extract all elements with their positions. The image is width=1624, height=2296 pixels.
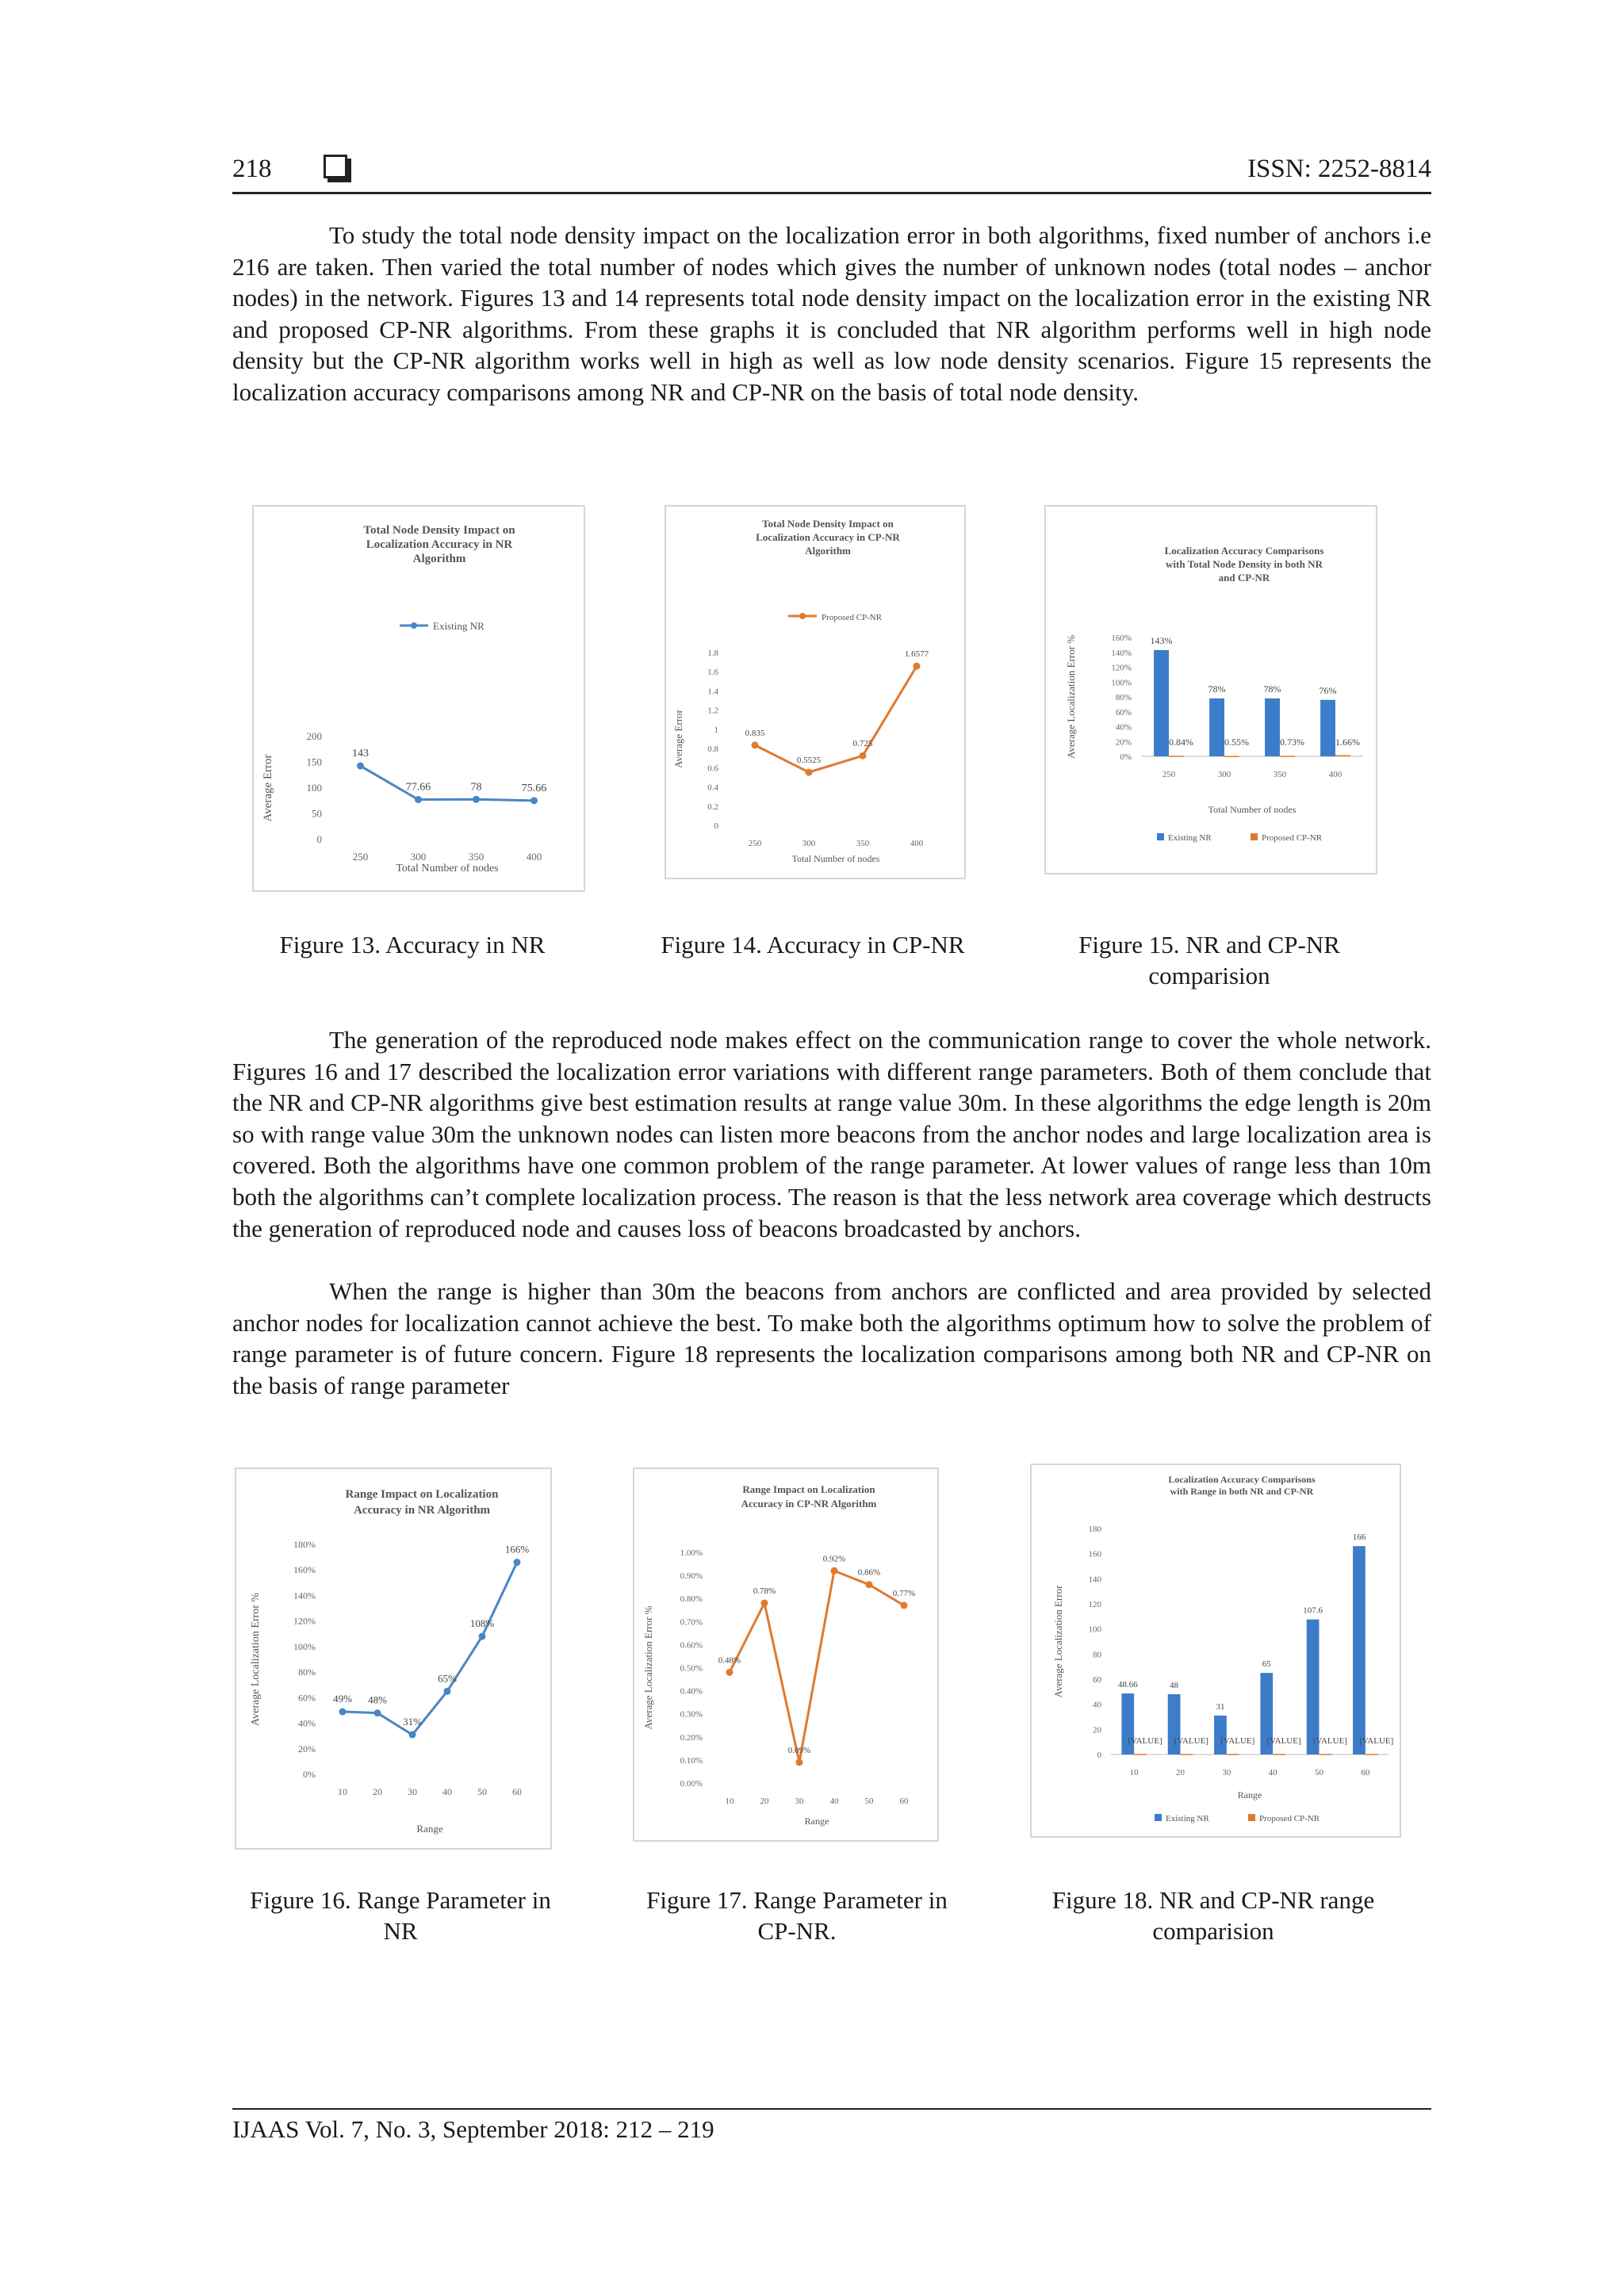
caption-line: Figure 18. NR and CP-NR range [1051, 1886, 1375, 1914]
data-label: [VALUE] [1359, 1736, 1394, 1746]
data-label: 0.5525 [796, 756, 822, 766]
y-tick-label: 0.40% [680, 1686, 703, 1697]
x-tick-label: 400 [1328, 770, 1342, 779]
y-tick-label: 1.00% [680, 1548, 703, 1558]
figure-14-caption [626, 929, 999, 960]
y-tick-label: 160% [293, 1564, 316, 1576]
legend-swatch [1155, 1814, 1162, 1821]
y-tick-label: 100% [1111, 678, 1132, 688]
legend-label: Existing NR [433, 620, 485, 632]
x-tick-label: 60 [899, 1797, 909, 1806]
data-label: 166 [1352, 1533, 1366, 1543]
data-label: [VALUE] [1128, 1736, 1162, 1746]
y-tick-label: 140 [1088, 1575, 1101, 1585]
legend-label: Existing NR [1166, 1814, 1209, 1823]
legend-label: Existing NR [1168, 833, 1212, 843]
x-tick-label: 300 [410, 851, 427, 863]
data-label: 78% [1263, 683, 1281, 695]
data-label: [VALUE] [1220, 1736, 1255, 1746]
data-label: 76% [1319, 684, 1337, 696]
chart-title: Range Impact on Localization [345, 1488, 499, 1501]
chart-title: with Total Node Density in both NR [1166, 558, 1323, 570]
y-tick-label: 80% [298, 1667, 316, 1678]
y-tick-label: 100% [293, 1640, 316, 1652]
figure-14-chart [666, 507, 964, 878]
caption-line: Figure 15. NR and CP-NR [1078, 931, 1340, 959]
data-label: 78 [470, 781, 482, 794]
data-label: 0.86% [857, 1567, 881, 1578]
data-label: [VALUE] [1174, 1736, 1208, 1746]
data-label: 0.835 [745, 728, 765, 738]
x-tick-label: 20 [373, 1786, 382, 1797]
chart-title: Localization Accuracy Comparisons [1168, 1474, 1316, 1485]
footer-citation: IJAAS Vol. 7, No. 3, September 2018: 212 – 219 [232, 2115, 714, 2143]
x-tick-label: 400 [526, 851, 542, 863]
y-tick-label: 1.2 [707, 706, 718, 716]
data-label: 0.77% [892, 1588, 916, 1598]
running-header [232, 155, 1431, 196]
caption-line: comparision [1152, 1917, 1274, 1945]
y-axis-label: Average Localization Error [1052, 1585, 1064, 1698]
x-tick-label: 10 [1129, 1768, 1139, 1777]
y-tick-label: 80% [1115, 693, 1132, 702]
figure-17-chart [634, 1469, 937, 1840]
x-tick-label: 50 [477, 1786, 487, 1797]
bar [1154, 650, 1169, 756]
data-point [796, 1758, 803, 1766]
y-tick-label: 0.10% [680, 1755, 703, 1766]
figure-13-panel [252, 505, 585, 892]
x-tick-label: 250 [748, 839, 762, 848]
data-label: 0.09% [787, 1745, 811, 1755]
data-point [415, 796, 422, 803]
chart-title: Range Impact on Localization [742, 1483, 875, 1495]
figure-14-panel [665, 505, 966, 879]
data-point [806, 769, 813, 776]
y-tick-label: 40% [298, 1717, 316, 1729]
figure-15-panel [1044, 505, 1377, 874]
footer-rule [232, 2108, 1431, 2110]
y-tick-label: 160 [1088, 1549, 1101, 1559]
caption-line: Figure 17. Range Parameter in [646, 1886, 948, 1914]
data-label: 0.78% [753, 1586, 776, 1597]
chart-title: Algorithm [412, 553, 466, 565]
checkbox-glyph-icon [324, 155, 347, 178]
data-point [901, 1601, 908, 1609]
data-label: [VALUE] [1266, 1736, 1301, 1746]
y-tick-label: 20 [1093, 1725, 1101, 1735]
y-axis-label: Average Localization Error % [250, 1592, 262, 1727]
data-label: 65% [438, 1672, 457, 1685]
legend-marker [799, 613, 806, 619]
chart-title: Accuracy in CP-NR Algorithm [741, 1498, 877, 1510]
figure-16-chart [236, 1469, 550, 1848]
caption-line: NR [383, 1917, 418, 1945]
paragraph-3: When the range is higher than 30m the beacons from anchors are conflicted and area provided by selected anchor nodes for localization cannot achieve the best. To make both the algorithms optimum how to solve the problem of range parameter is of future concern. Figure 18 represents the localization comparisons among both NR and CP-NR on the basis of range parameter [232, 1277, 1431, 1399]
y-tick-label: 60 [1093, 1675, 1101, 1685]
y-tick-label: 60% [1115, 707, 1132, 718]
data-label: [VALUE] [1312, 1736, 1347, 1746]
chart-title: Localization Accuracy in CP-NR [756, 531, 900, 543]
figure-16-caption [222, 1885, 579, 1946]
x-tick-label: 300 [1217, 770, 1231, 779]
data-point [752, 741, 759, 748]
bar [1265, 698, 1280, 756]
data-label: 75.66 [521, 782, 547, 794]
y-tick-label: 0.20% [680, 1732, 703, 1743]
bar [1273, 1754, 1285, 1755]
page-number: 218 [232, 155, 272, 183]
bar [1320, 700, 1335, 756]
bar [1224, 756, 1239, 757]
y-tick-label: 0% [1120, 752, 1132, 762]
bar [1227, 1754, 1239, 1755]
y-tick-label: 1 [714, 725, 718, 735]
data-point [726, 1669, 733, 1676]
x-axis-label: Range [416, 1823, 443, 1835]
data-point [357, 763, 364, 770]
x-axis-label: Range [1237, 1789, 1262, 1800]
y-tick-label: 20% [298, 1743, 316, 1755]
x-tick-label: 50 [864, 1797, 874, 1806]
data-label: 78% [1208, 683, 1226, 695]
y-axis-label: Average Error [262, 754, 274, 822]
caption-line: Figure 14. Accuracy in CP-NR [661, 931, 965, 959]
data-label: 0.48% [718, 1655, 741, 1666]
figure-15-caption [1031, 929, 1388, 991]
y-tick-label: 0% [303, 1769, 316, 1780]
data-label: 108% [469, 1617, 495, 1629]
data-point [530, 797, 538, 804]
data-point [761, 1600, 768, 1607]
figure-18-chart [1032, 1465, 1400, 1836]
legend-swatch [1251, 833, 1258, 840]
legend-label: Proposed CP-NR [822, 613, 883, 622]
bar [1209, 698, 1224, 756]
x-tick-label: 350 [468, 851, 485, 863]
x-tick-label: 10 [338, 1786, 347, 1797]
y-tick-label: 40 [1093, 1700, 1101, 1710]
y-tick-label: 50 [312, 807, 322, 820]
y-tick-label: 0.80% [680, 1594, 703, 1605]
paragraph-2: The generation of the reproduced node makes effect on the communication range to cover the whole network. Figures 16 and 17 described the localization error variations with different range parameters. Both of them conclude that the NR and CP-NR algorithms give best estimation results at range value 30m. In these algorithms the edge length is 20m so with range value 30m the unknown nodes can listen more beacons from the anchor nodes and large localization area is covered. Both the algorithms have one common problem of the range parameter. At lower values of range less than 10m both the algorithms can’t complete localization process. The reason is that the less network area coverage which destructs the generation of reproduced node and causes loss of beacons broadcasted by anchors. [232, 1026, 1431, 1242]
legend-label: Proposed CP-NR [1262, 833, 1323, 843]
chart-title: Accuracy in NR Algorithm [353, 1504, 491, 1517]
y-axis-label: Average Error [672, 710, 684, 768]
y-tick-label: 0.8 [707, 744, 718, 755]
y-tick-label: 0.00% [680, 1779, 703, 1789]
data-point [339, 1709, 347, 1716]
chart-title: and CP-NR [1218, 572, 1270, 584]
x-tick-label: 60 [1361, 1768, 1370, 1777]
chart-title: Localization Accuracy Comparisons [1164, 545, 1324, 557]
y-tick-label: 1.6 [707, 668, 718, 678]
paragraph-1: To study the total node density impact on the localization error in both algorithms, fixed number of anchors i.e 216 are taken. Then varied the total number of nodes which gives the number of unknown nodes (total nodes – anchor nodes) in the network. Figures 13 and 14 represents total node density impact on the localization error in the existing NR and proposed CP-NR algorithms. From these graphs it is concluded that NR algorithm performs well in high node density but the CP-NR algorithm works well in high as well as low node density scenarios. Figure 15 represents the localization accuracy comparisons among NR and CP-NR on the basis of total node density. [232, 221, 1431, 406]
y-tick-label: 0.60% [680, 1640, 703, 1651]
caption-line: comparision [1148, 962, 1270, 989]
y-tick-label: 80 [1093, 1650, 1101, 1660]
legend-label: Proposed CP-NR [1259, 1814, 1320, 1823]
bar [1134, 1754, 1147, 1755]
x-axis-label: Total Number of nodes [396, 863, 499, 874]
x-tick-label: 50 [1315, 1768, 1323, 1777]
data-label: 48 [1170, 1681, 1179, 1690]
x-axis-label: Range [804, 1816, 829, 1827]
y-tick-label: 0.4 [707, 783, 718, 793]
chart-title: Algorithm [805, 545, 851, 557]
legend-swatch [1248, 1814, 1255, 1821]
caption-line: Figure 16. Range Parameter in [250, 1886, 551, 1914]
x-tick-label: 40 [1268, 1768, 1277, 1777]
y-tick-label: 0.50% [680, 1663, 703, 1674]
y-tick-label: 0 [714, 821, 718, 831]
y-axis-label: Average Localization Error % [1065, 634, 1077, 760]
x-tick-label: 300 [802, 839, 816, 848]
chart-title: Localization Accuracy in NR [366, 538, 513, 551]
data-point [479, 1633, 486, 1640]
y-tick-label: 150 [306, 756, 322, 768]
caption-line: CP-NR. [757, 1917, 837, 1945]
y-axis-label: Average Localization Error % [642, 1605, 654, 1730]
y-tick-label: 1.4 [707, 687, 718, 697]
data-label: 143 [352, 748, 369, 760]
data-label: 48% [368, 1693, 387, 1706]
figure-13-caption [238, 929, 587, 960]
data-label: 65 [1262, 1659, 1271, 1670]
y-tick-label: 120% [1111, 663, 1132, 673]
data-label: 31% [403, 1716, 422, 1728]
y-tick-label: 120 [1088, 1600, 1101, 1609]
bar [1335, 755, 1350, 756]
y-tick-label: 40% [1115, 722, 1132, 733]
data-label: 1.6577 [904, 649, 929, 660]
x-tick-label: 350 [1273, 770, 1287, 779]
series-line [343, 1563, 517, 1735]
data-point [831, 1567, 838, 1575]
bar [1214, 1716, 1227, 1755]
data-label: 0.725 [852, 739, 873, 749]
bar [1280, 756, 1295, 757]
y-tick-label: 100 [1088, 1624, 1101, 1635]
data-label: 77.66 [405, 781, 431, 794]
x-axis-label: Total Number of nodes [791, 853, 880, 864]
data-point [444, 1688, 451, 1695]
bar [1181, 1754, 1193, 1755]
y-tick-label: 160% [1111, 633, 1132, 643]
series-line [755, 666, 917, 772]
y-tick-label: 100 [306, 782, 322, 794]
x-tick-label: 250 [1162, 770, 1176, 779]
figure-13-chart [254, 507, 584, 890]
data-point [473, 796, 480, 803]
x-axis-label: Total Number of nodes [1208, 804, 1297, 815]
x-tick-label: 350 [856, 839, 870, 848]
figure-17-panel [633, 1468, 939, 1842]
data-label: 49% [333, 1693, 352, 1705]
x-tick-label: 20 [760, 1797, 769, 1806]
bar [1353, 1546, 1365, 1755]
legend-marker [411, 622, 417, 629]
y-tick-label: 140% [293, 1590, 316, 1601]
data-label: 0.84% [1168, 737, 1193, 748]
data-point [409, 1732, 416, 1739]
series-line [361, 766, 534, 801]
data-point [866, 1581, 873, 1588]
x-tick-label: 40 [442, 1786, 452, 1797]
data-label: 1.66% [1335, 737, 1360, 748]
issn: ISSN: 2252-8814 [1247, 155, 1431, 183]
data-label: 107.6 [1303, 1605, 1323, 1616]
data-label: 0.92% [822, 1554, 846, 1564]
figure-18-panel [1030, 1464, 1401, 1838]
data-label: 48.66 [1117, 1679, 1138, 1689]
data-point [374, 1709, 381, 1716]
figure-18-caption [1023, 1885, 1404, 1946]
y-tick-label: 20% [1115, 737, 1132, 748]
data-point [914, 663, 921, 670]
figure-15-chart [1046, 507, 1376, 873]
x-tick-label: 400 [910, 839, 924, 848]
figure-17-caption [619, 1885, 975, 1946]
y-tick-label: 180 [1088, 1525, 1101, 1534]
bar [1320, 1754, 1332, 1755]
header-rule [232, 192, 1431, 194]
legend-swatch [1157, 833, 1164, 840]
data-label: 0.73% [1279, 737, 1304, 748]
y-tick-label: 0.70% [680, 1617, 703, 1628]
figure-16-panel [235, 1468, 552, 1850]
y-tick-label: 0 [316, 833, 322, 845]
y-tick-label: 200 [306, 730, 322, 742]
x-tick-label: 20 [1176, 1768, 1185, 1777]
series-line [730, 1571, 904, 1762]
y-tick-label: 0.90% [680, 1571, 703, 1582]
x-tick-label: 10 [725, 1797, 734, 1806]
y-tick-label: 140% [1111, 648, 1132, 658]
data-label: 31 [1216, 1701, 1225, 1712]
chart-title: with Range in both NR and CP-NR [1170, 1486, 1314, 1497]
x-tick-label: 30 [408, 1786, 417, 1797]
x-tick-label: 250 [352, 851, 369, 863]
data-point [860, 752, 867, 760]
bar [1307, 1620, 1320, 1755]
y-tick-label: 0.6 [707, 763, 718, 774]
y-tick-label: 180% [293, 1539, 316, 1550]
y-tick-label: 120% [293, 1615, 316, 1627]
y-tick-label: 0.30% [680, 1709, 703, 1720]
x-tick-label: 40 [829, 1797, 839, 1806]
bar [1169, 756, 1184, 757]
x-tick-label: 60 [512, 1786, 522, 1797]
x-tick-label: 30 [795, 1797, 804, 1806]
y-tick-label: 0.2 [707, 802, 718, 812]
data-label: 166% [504, 1543, 530, 1556]
caption-line: Figure 13. Accuracy in NR [279, 931, 546, 959]
data-label: 0.55% [1224, 737, 1249, 748]
bar [1365, 1754, 1378, 1755]
data-point [514, 1559, 521, 1566]
y-tick-label: 60% [298, 1692, 316, 1704]
data-label: 143% [1150, 634, 1173, 646]
chart-title: Total Node Density Impact on [363, 524, 515, 537]
y-tick-label: 1.8 [707, 649, 718, 658]
y-tick-label: 0 [1097, 1751, 1101, 1760]
x-tick-label: 30 [1222, 1768, 1231, 1777]
chart-title: Total Node Density Impact on [762, 518, 894, 530]
